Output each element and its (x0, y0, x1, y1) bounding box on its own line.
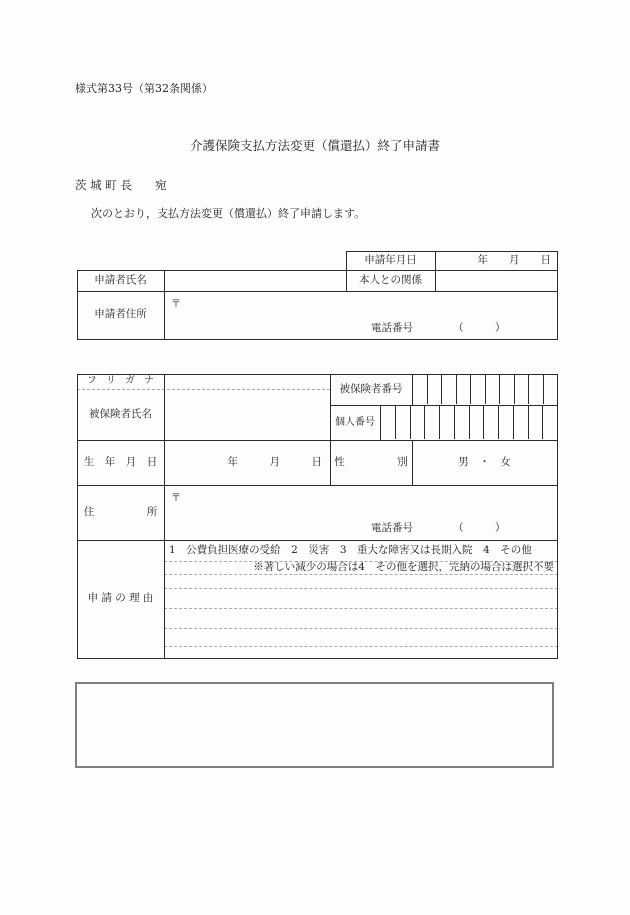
insured-number-box[interactable] (528, 375, 543, 404)
personal-number-box[interactable] (454, 406, 469, 439)
page-title: 介護保険支払方法変更（償還払）終了申請書 (189, 138, 440, 153)
furigana-label: フ リ ガ ナ (87, 375, 154, 387)
birthdate-field[interactable]: 年 月 日 (227, 455, 322, 468)
personal-number-box[interactable] (410, 406, 425, 439)
insured-number-box[interactable] (413, 375, 427, 404)
personal-number-boxes (381, 406, 557, 439)
insured-number-box[interactable] (485, 375, 500, 404)
reason-line-field[interactable] (165, 647, 557, 657)
insured-number-box[interactable] (427, 375, 442, 404)
insured-address-field[interactable] (165, 486, 557, 539)
applicant-table (77, 251, 558, 340)
applicant-name-label: 申請者氏名 (94, 273, 147, 286)
insured-number-boxes (413, 375, 557, 404)
reason-note: ※著しい減少の場合は4 その他を選択，完納の場合は選択不要 (253, 560, 554, 573)
application-date-label: 申請年月日 (364, 253, 417, 266)
postal-mark: 〒 (171, 493, 181, 504)
personal-number-box[interactable] (498, 406, 513, 439)
insured-number-box[interactable] (470, 375, 485, 404)
personal-number-box[interactable] (424, 406, 439, 439)
form-number: 様式第33号（第32条関係） (75, 82, 213, 95)
personal-number-label: 個人番号 (335, 417, 375, 428)
insured-name-label: 被保険者氏名 (89, 407, 152, 420)
personal-number-box[interactable] (513, 406, 528, 439)
addressee: 茨 城 町 長 宛 (75, 178, 167, 192)
insured-number-box[interactable] (499, 375, 514, 404)
insured-number-box[interactable] (456, 375, 471, 404)
birthdate-label: 生 年 月 日 (83, 455, 158, 468)
applicant-address-label: 申請者住所 (94, 308, 147, 321)
personal-number-box[interactable] (542, 406, 557, 439)
insured-number-box[interactable] (543, 375, 558, 404)
personal-number-box[interactable] (381, 406, 395, 439)
application-date-value[interactable]: 年 月 日 (477, 253, 551, 266)
sex-value[interactable]: 男 ・ 女 (458, 455, 511, 468)
phone-field[interactable]: （ ） (453, 322, 506, 334)
personal-number-box[interactable] (528, 406, 543, 439)
insured-number-box[interactable] (514, 375, 529, 404)
sex-label: 性 別 (334, 455, 408, 468)
insured-number-box[interactable] (441, 375, 456, 404)
personal-number-box[interactable] (469, 406, 484, 439)
reason-line-field[interactable] (165, 629, 557, 645)
notes-box[interactable] (75, 682, 554, 768)
reason-label: 申 請 の 理 由 (87, 592, 154, 605)
phone-label: 電話番号 (371, 522, 413, 534)
insured-table (77, 374, 558, 659)
insured-name-field[interactable] (165, 390, 329, 439)
reason-line-field[interactable] (165, 575, 557, 587)
phone-field[interactable]: （ ） (453, 522, 506, 534)
reason-line-field[interactable] (165, 609, 557, 627)
reason-line-field[interactable] (165, 589, 557, 607)
personal-number-box[interactable] (395, 406, 410, 439)
furigana-field[interactable] (165, 375, 329, 388)
applicant-name-field[interactable] (165, 271, 345, 290)
applicant-address-field[interactable] (165, 292, 557, 338)
insured-address-label: 住 所 (83, 505, 158, 518)
intro-text: 次のとおり，支払方法変更（償還払）終了申請します。 (91, 207, 366, 220)
reason-options[interactable]: 1 公費負担医療の受給 2 災害 3 重大な障害又は長期入院 4 その他 (169, 543, 532, 556)
relation-label: 本人との関係 (359, 273, 422, 286)
personal-number-box[interactable] (483, 406, 498, 439)
phone-label: 電話番号 (371, 322, 413, 334)
postal-mark: 〒 (171, 299, 181, 310)
relation-field[interactable] (436, 271, 556, 290)
personal-number-box[interactable] (439, 406, 454, 439)
insured-number-label: 被保険者番号 (339, 382, 403, 395)
